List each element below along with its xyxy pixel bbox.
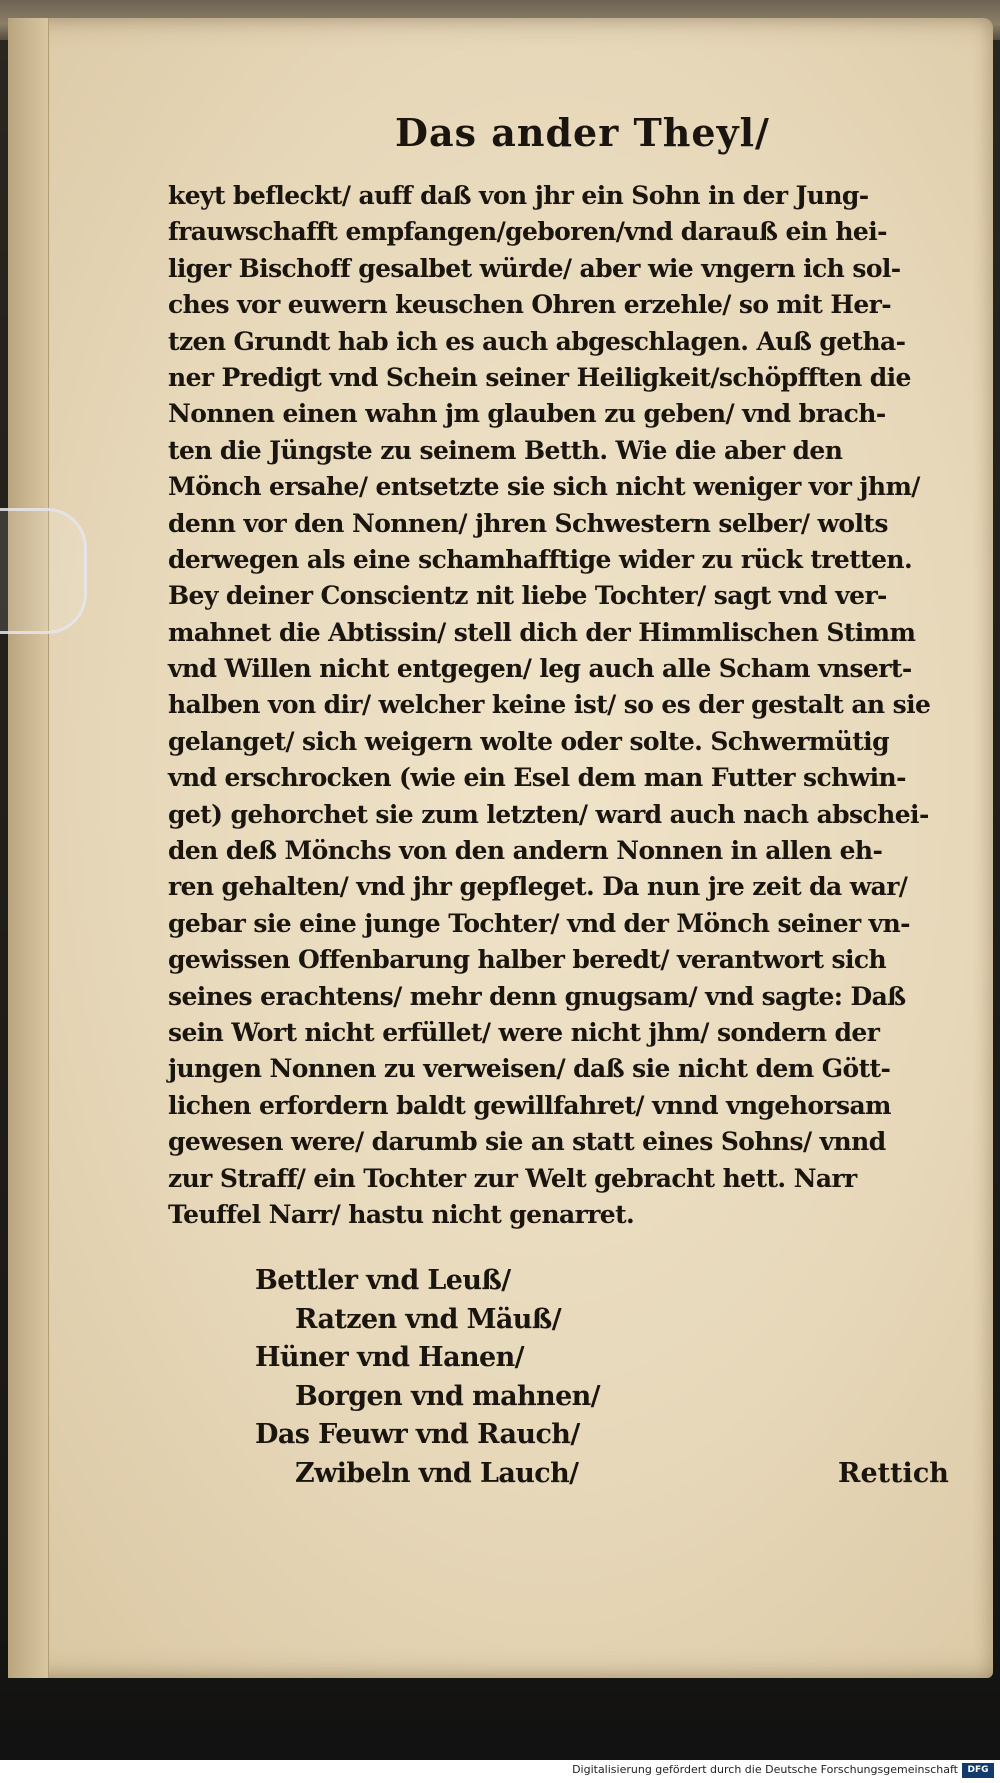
body-text	[168, 178, 948, 1233]
text-line: mahnet die Abtissin/ stell dich der Himmlischen Stimm	[168, 617, 916, 647]
text-line: lichen erfordern baldt gewillfahret/ vnnd vngehorsam	[168, 1090, 891, 1120]
text-line: ten die Jüngste zu seinem Betth. Wie die aber den	[168, 435, 843, 465]
text-line: derwegen als eine schamhafftige wider zu rück tretten.	[168, 544, 913, 574]
catchword: Rettich	[838, 1458, 949, 1489]
text-line: vnd erschrocken (wie ein Esel dem man Futter schwin-	[168, 763, 906, 793]
verse-line: Zwibeln vnd Lauch/	[295, 1457, 579, 1489]
verse-line: Bettler vnd Leuß/	[255, 1265, 511, 1296]
dfg-logo: DFG	[962, 1763, 994, 1778]
text-line: vnd Willen nicht entgegen/ leg auch alle Scham vnsert-	[168, 654, 912, 684]
text-line: liger Bischoff gesalbet würde/ aber wie vngern ich sol-	[168, 253, 901, 283]
page-clip	[0, 508, 87, 634]
verse-line: Ratzen vnd Mäuß/	[295, 1303, 561, 1335]
text-line: halben von dir/ welcher keine ist/ so es der gestalt an sie	[168, 690, 931, 720]
verse-block	[255, 1262, 600, 1493]
text-line: jungen Nonnen zu verweisen/ daß sie nicht dem Gött-	[168, 1054, 891, 1084]
text-line: gebar sie eine junge Tochter/ vnd der Mönch seiner vn-	[168, 908, 910, 938]
text-line: tzen Grundt hab ich es auch abgeschlagen. Auß getha-	[168, 326, 906, 356]
text-line: Bey deiner Conscientz nit liebe Tochter/ sagt vnd ver-	[168, 581, 887, 611]
text-line: Nonnen einen wahn jm glauben zu geben/ vnd brach-	[168, 399, 886, 429]
text-line: Teuffel Narr/ hastu nicht genarret.	[168, 1199, 635, 1229]
text-line: gewesen were/ darumb sie an statt eines Sohns/ vnnd	[168, 1127, 886, 1157]
text-line: denn vor den Nonnen/ jhren Schwestern selber/ wolts	[168, 508, 888, 538]
text-line: ner Predigt vnd Schein seiner Heiligkeit/schöpfften die	[168, 362, 911, 392]
running-head: Das ander Theyl/	[395, 110, 770, 155]
text-line: seines erachtens/ mehr denn gnugsam/ vnd sagte: Daß	[168, 981, 906, 1011]
text-line: zur Straff/ ein Tochter zur Welt gebracht hett. Narr	[168, 1163, 857, 1193]
digitization-credit: Digitalisierung gefördert durch die Deutsche Forschungsgemeinschaft	[572, 1763, 958, 1776]
verse-line: Borgen vnd mahnen/	[295, 1380, 600, 1412]
text-line: gelanget/ sich weigern wolte oder solte. Schwermütig	[168, 726, 889, 756]
text-line: sein Wort nicht erfüllet/ were nicht jhm/ sondern der	[168, 1017, 880, 1047]
text-line: frauwschafft empfangen/geboren/vnd darauß ein hei-	[168, 217, 887, 247]
text-line: Mönch ersahe/ entsetzte sie sich nicht weniger vor jhm/	[168, 472, 920, 502]
page-gutter	[8, 18, 49, 1678]
text-line: ches vor euwern keuschen Ohren erzehle/ so mit Her-	[168, 290, 892, 320]
text-line: ren gehalten/ vnd jhr gepfleget. Da nun jre zeit da war/	[168, 872, 908, 902]
text-line: keyt befleckt/ auff daß von jhr ein Sohn in der Jung-	[168, 181, 869, 210]
verse-line: Hüner vnd Hanen/	[255, 1342, 524, 1373]
text-line: gewissen Offenbarung halber beredt/ verantwort sich	[168, 945, 887, 975]
text-line: get) gehorchet sie zum letzten/ ward auch nach abschei-	[168, 799, 929, 829]
text-line: den deß Mönchs von den andern Nonnen in allen eh-	[168, 836, 883, 866]
verse-line: Das Feuwr vnd Rauch/	[255, 1419, 580, 1450]
